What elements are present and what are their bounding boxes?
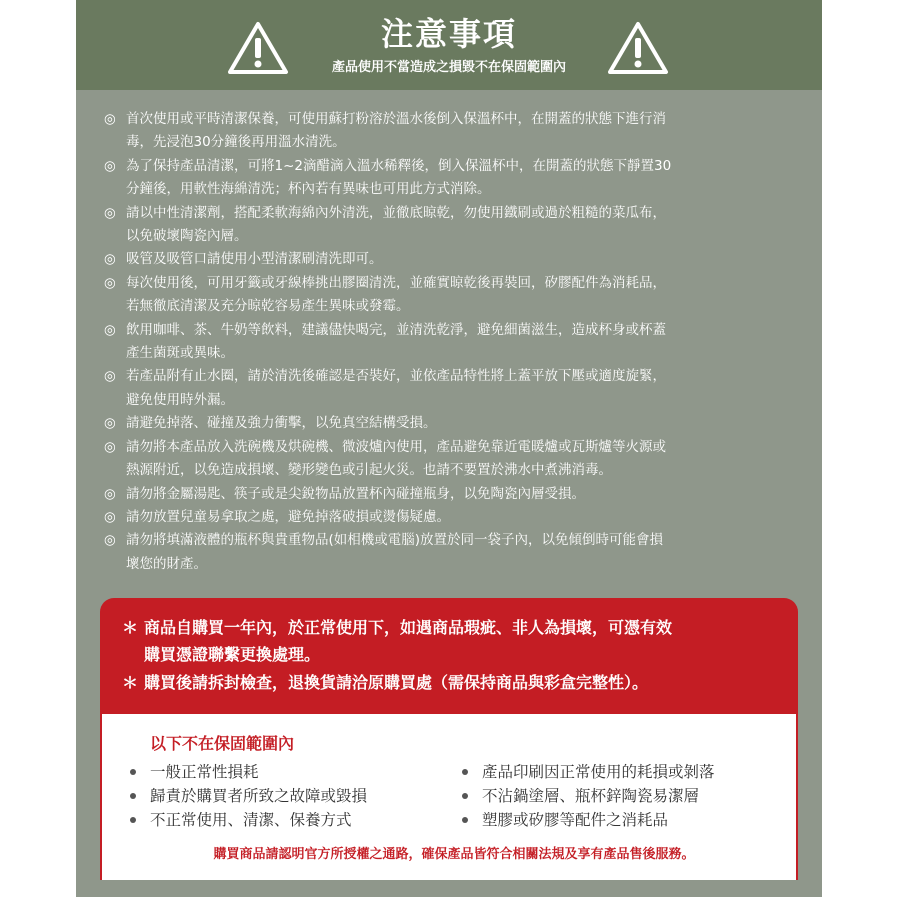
- note-line: 產生菌斑或異味。: [126, 345, 234, 362]
- note-line: 為了保持產品清潔，可將1~2滴醋滴入溫水稀釋後，倒入保溫杯中，在開蓋的狀態下靜置30: [126, 157, 672, 174]
- bullet-icon: ◎: [104, 508, 116, 525]
- bullet-icon: ◎: [104, 274, 116, 291]
- care-notes-list: [104, 108, 800, 576]
- list-item: [104, 529, 800, 576]
- warranty-line: 購買後請拆封檢查，退換貨請洽原購買處（需保持商品與彩盒完整性）。: [144, 673, 649, 692]
- note-line: 若無徹底清潔及充分晾乾容易產生異味或發霉。: [126, 298, 410, 315]
- exclusion-text: 不沾鍋塗層、瓶杯鋅陶瓷易潔層: [482, 787, 700, 805]
- note-line: 吸管及吸管口請使用小型清潔刷清洗即可。: [126, 251, 383, 268]
- exclusion-text: 塑膠或矽膠等配件之消耗品: [482, 811, 669, 829]
- page-title: 注意事項: [380, 15, 517, 53]
- bullet-icon: ◎: [104, 157, 116, 174]
- list-item: [104, 319, 800, 366]
- list-item: [104, 506, 800, 529]
- list-item: [104, 202, 800, 249]
- exclusions-title: 以下不在保固範圍內: [150, 734, 295, 753]
- list-item: [124, 784, 367, 808]
- warranty-box: [100, 598, 798, 880]
- warranty-list: [122, 614, 782, 696]
- warranty-line: 購買憑證聯繫更換處理。: [144, 645, 321, 664]
- bullet-icon: ◎: [104, 111, 116, 127]
- asterisk-icon: ＊: [122, 673, 139, 692]
- note-line: 壞您的財產。: [126, 555, 207, 572]
- note-line: 請勿將填滿液體的瓶杯與貴重物品(如相機或電腦)放置於同一袋子內，以免傾倒時可能會損: [126, 532, 664, 549]
- exclusion-text: 歸責於購買者所致之故障或毀損: [150, 787, 368, 805]
- list-item: [104, 365, 800, 412]
- authorized-channel-note: 購買商品請認明官方所授權之通路，確保產品皆符合相關法規及享有產品售後服務。: [213, 847, 695, 862]
- note-line: 分鐘後，用軟性海綿清洗；杯內若有異味也可用此方式消除。: [126, 181, 491, 198]
- header-bar: [76, 0, 822, 90]
- list-item: [104, 483, 800, 506]
- bullet-icon: ◎: [104, 532, 116, 549]
- bullet-dot-icon: [130, 793, 136, 799]
- note-line: 請以中性清潔劑，搭配柔軟海綿內外清洗，並徹底晾乾，勿使用鐵刷或過於粗糙的菜瓜布，: [126, 204, 666, 221]
- asterisk-icon: ＊: [122, 618, 139, 637]
- note-line: 若產品附有止水圈，請於清洗後確認是否裝好，並依產品特性將上蓋平放下壓或適度旋緊，: [126, 368, 666, 385]
- bullet-icon: ◎: [104, 321, 116, 338]
- list-item: [104, 412, 800, 435]
- list-item: [456, 760, 715, 784]
- exclusions-left-list: [124, 760, 367, 832]
- note-line: 飲用咖啡、茶、牛奶等飲料，建議儘快喝完，並清洗乾淨，避免細菌滋生，造成杯身或杯蓋: [126, 321, 666, 338]
- exclusion-text: 一般正常性損耗: [150, 763, 259, 781]
- list-item: [104, 248, 800, 271]
- note-line: 熱源附近，以免造成損壞、變形變色或引起火災。也請不要置於沸水中煮沸消毒。: [126, 462, 612, 479]
- bullet-icon: ◎: [104, 438, 116, 455]
- list-item: [124, 760, 367, 784]
- list-item: [104, 272, 800, 319]
- bullet-icon: ◎: [104, 251, 116, 268]
- exclusions-right-list: [456, 760, 715, 832]
- list-item: [104, 155, 800, 202]
- bullet-icon: ◎: [104, 415, 116, 432]
- bullet-dot-icon: [462, 793, 468, 799]
- list-item: [124, 808, 367, 832]
- bullet-dot-icon: [462, 769, 468, 775]
- bullet-dot-icon: [130, 817, 136, 823]
- note-line: 請勿將金屬湯匙、筷子或是尖銳物品放置杯內碰撞瓶身，以免陶瓷內層受損。: [126, 485, 585, 502]
- list-item: [456, 808, 715, 832]
- list-item: [104, 108, 800, 155]
- list-item: [104, 436, 800, 483]
- note-line: 避免使用時外漏。: [126, 391, 234, 408]
- exclusions-box: [102, 714, 796, 880]
- page-subtitle: 產品使用不當造成之損毀不在保固範圍內: [331, 60, 566, 75]
- warranty-item: [122, 614, 782, 668]
- notice-panel: [76, 0, 822, 897]
- note-line: 毒，先浸泡30分鐘後再用溫水清洗。: [126, 134, 346, 151]
- list-item: [456, 784, 715, 808]
- exclusion-text: 不正常使用、清潔、保養方式: [150, 811, 352, 829]
- bullet-icon: ◎: [104, 368, 116, 385]
- exclusion-text: 產品印刷因正常使用的耗損或剝落: [482, 763, 715, 781]
- note-line: 首次使用或平時清潔保養，可使用蘇打粉溶於溫水後倒入保溫杯中，在開蓋的狀態下進行消: [126, 111, 666, 127]
- note-line: 以免破壞陶瓷內層。: [126, 228, 248, 245]
- warranty-item: [122, 669, 782, 696]
- note-line: 請避免掉落、碰撞及強力衝擊，以免真空結構受損。: [126, 415, 437, 432]
- bullet-icon: ◎: [104, 204, 116, 221]
- bullet-icon: ◎: [104, 485, 116, 502]
- warranty-line: 商品自購買一年內，於正常使用下，如遇商品瑕疵、非人為損壞，可憑有效: [144, 618, 673, 637]
- bullet-dot-icon: [462, 817, 468, 823]
- bullet-dot-icon: [130, 769, 136, 775]
- note-line: 每次使用後，可用牙籤或牙線棒挑出膠圈清洗，並確實晾乾後再裝回，矽膠配件為消耗品，: [126, 274, 666, 291]
- note-line: 請勿放置兒童易拿取之處，避免掉落破損或燙傷疑慮。: [126, 508, 450, 525]
- note-line: 請勿將本產品放入洗碗機及烘碗機、微波爐內使用，產品避免靠近電暖爐或瓦斯爐等火源或: [126, 438, 666, 455]
